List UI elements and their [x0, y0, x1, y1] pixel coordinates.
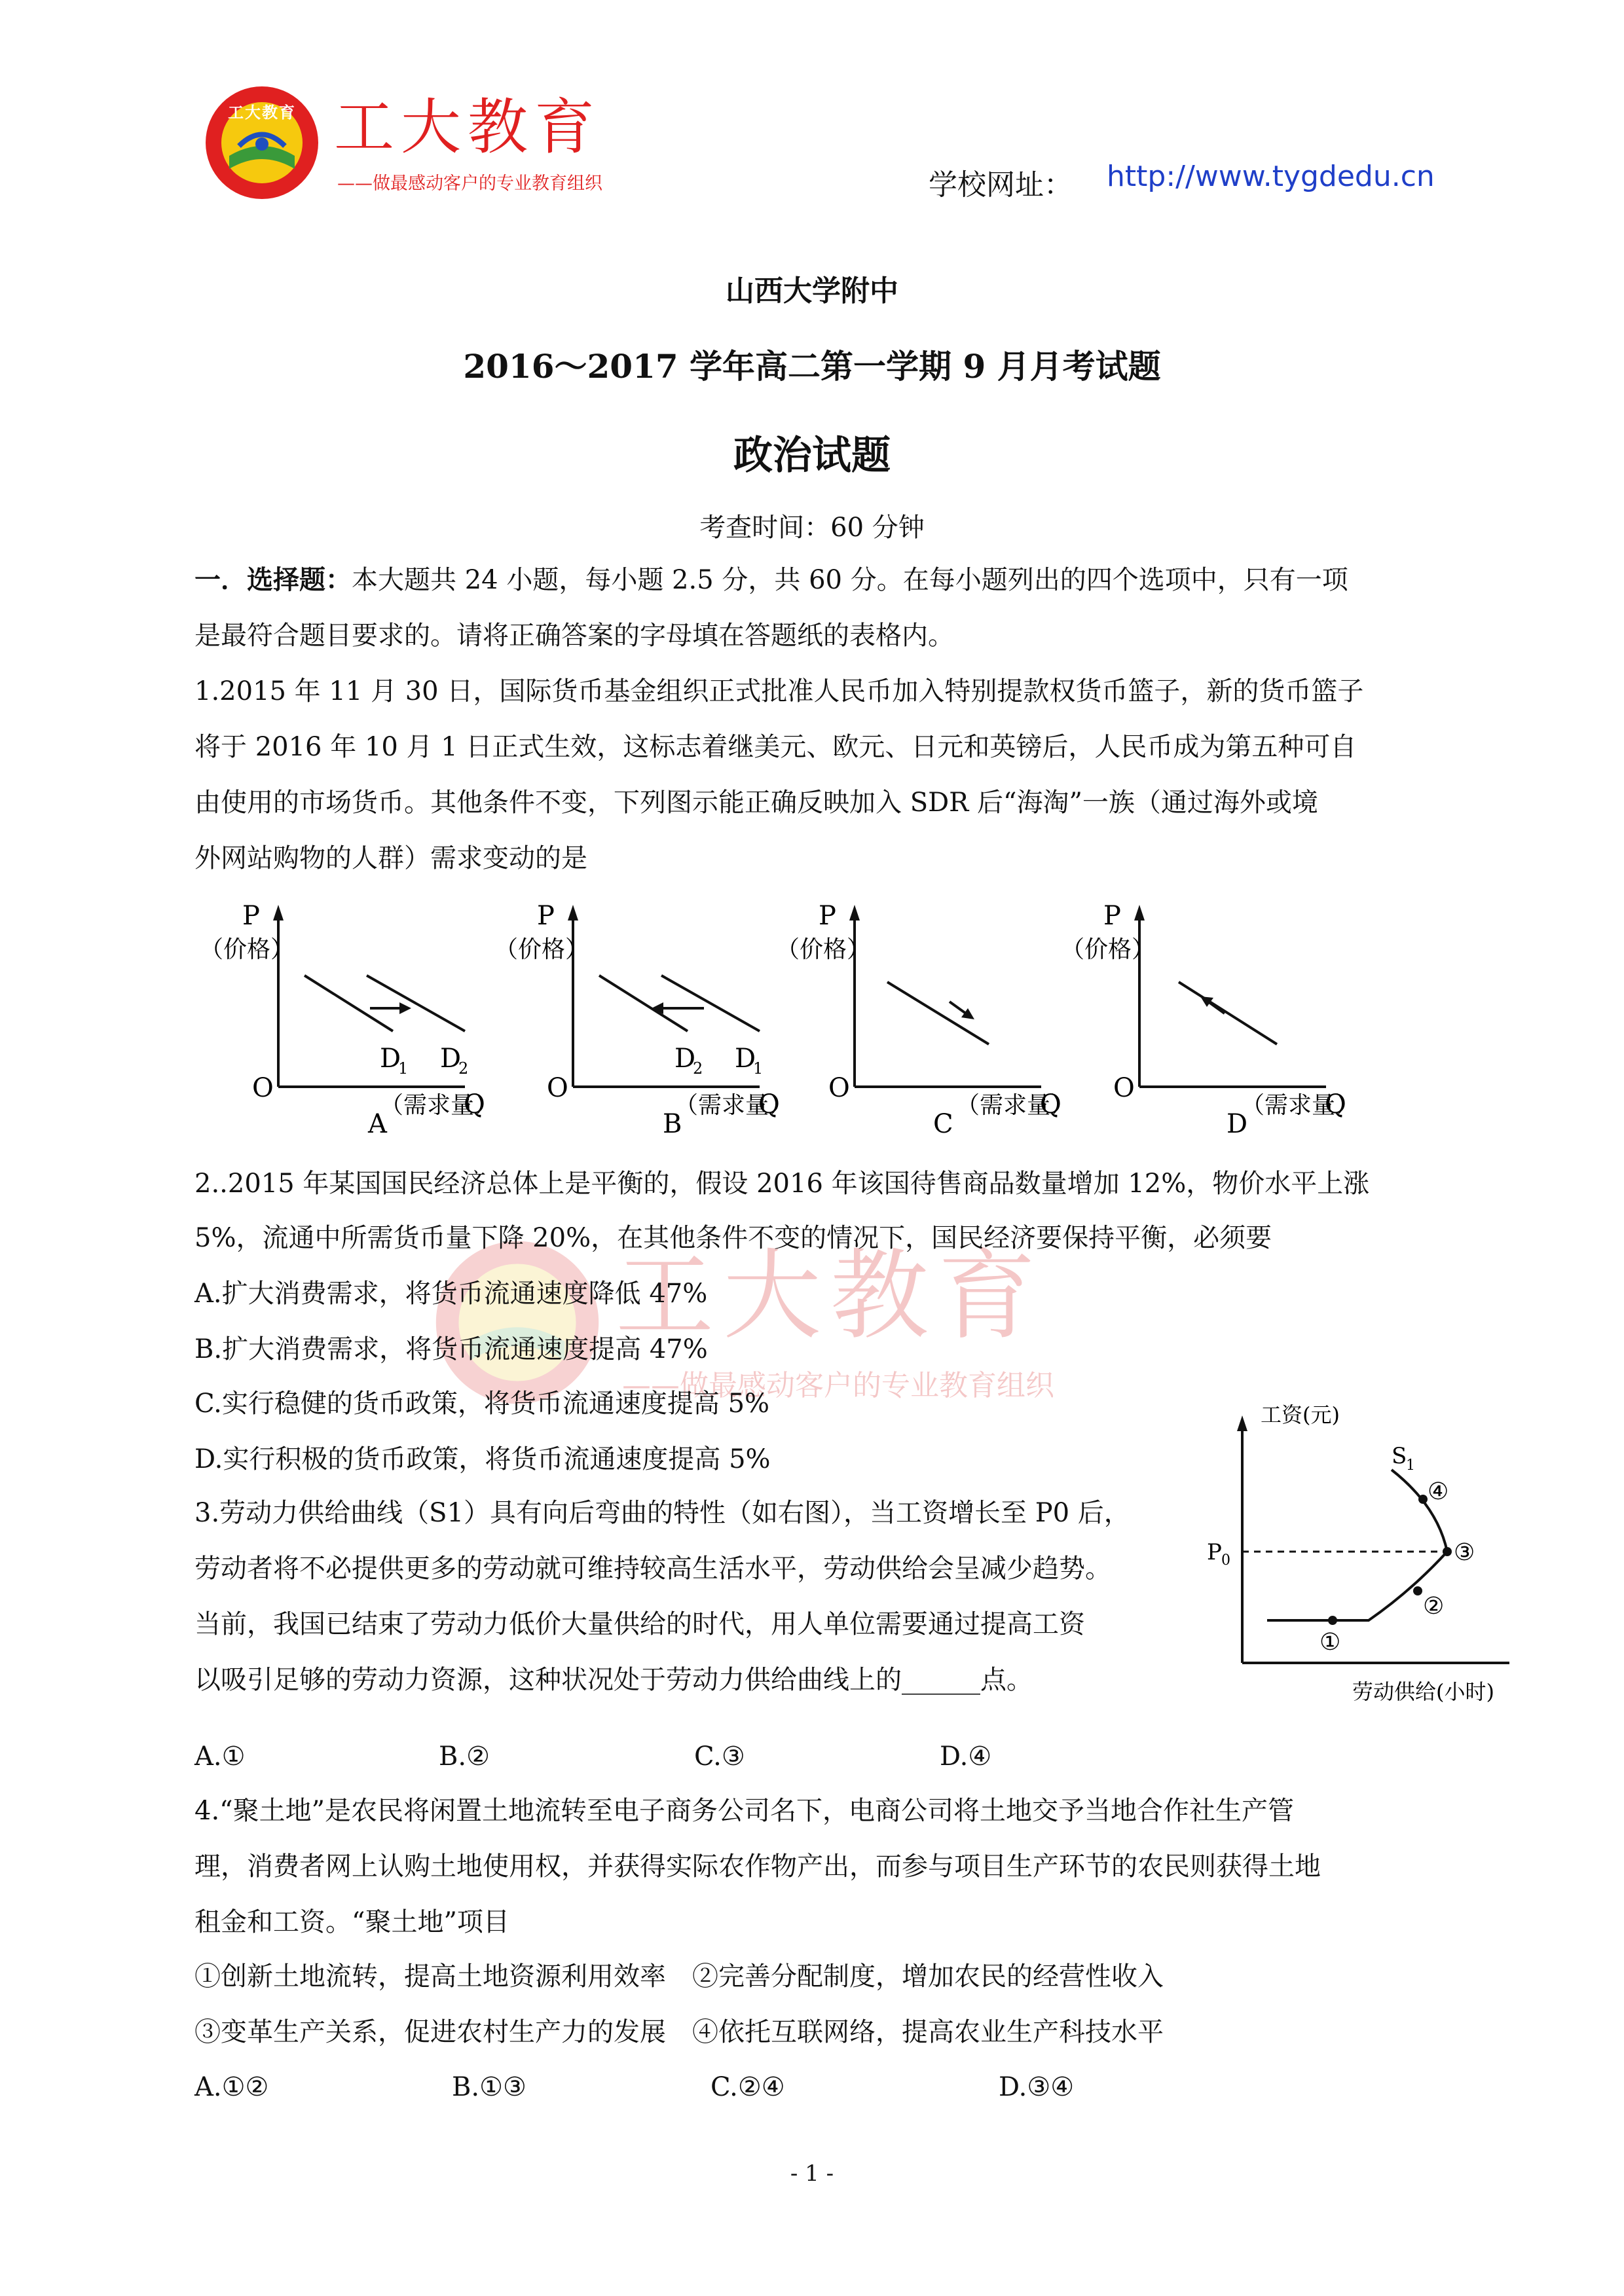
- q3-option-b: B.②: [439, 1741, 490, 1772]
- q4-line3: 租金和工资。“聚土地”项目: [194, 1907, 509, 1937]
- logo: [203, 84, 321, 202]
- q1-graph-b: [485, 890, 779, 1139]
- x-label: 劳动供给(小时): [1352, 1679, 1494, 1702]
- svg-text:O: O: [828, 1073, 850, 1103]
- svg-text:（价格）: （价格）: [494, 936, 589, 963]
- q4-line2: 理，消费者网上认购土地使用权，并获得实际农作物产出，而参与项目生产环节的农民则获得土地: [194, 1851, 1321, 1882]
- curve2-label: D: [440, 1044, 462, 1074]
- q4-line1: 4.“聚土地”是农民将闲置土地流转至电子商务公司名下，电商公司将土地交予当地合作社生产管: [194, 1796, 1295, 1826]
- watermark-slogan: ——做最感动客户的专业教育组织: [622, 1369, 1054, 1402]
- subject-title: 政治试题: [733, 433, 891, 479]
- q3-line4: 以吸引足够的劳动力资源，这种状况处于劳动力供给曲线上的______点。: [194, 1665, 1033, 1695]
- q4-option-c: C.②④: [710, 2072, 785, 2102]
- point-1: ①: [1320, 1629, 1341, 1656]
- p0-sub: 0: [1221, 1552, 1230, 1569]
- watermark-text: 工大教育: [616, 1239, 1046, 1353]
- q3-option-a: A.①: [194, 1741, 246, 1772]
- q4-option-b: B.①③: [452, 2072, 526, 2102]
- q3-option-c: C.③: [694, 1741, 745, 1772]
- y-sub: （价格）: [200, 936, 295, 963]
- svg-text:2: 2: [693, 1059, 703, 1078]
- svg-text:D: D: [674, 1044, 696, 1074]
- q2-option-b: B.扩大消费需求，将货币流通速度提高 47%: [194, 1334, 708, 1364]
- q1-line1: 1.2015 年 11 月 30 日，国际货币基金组织正式批准人民币加入特别提款权货币篮子，新的货币篮子: [194, 676, 1364, 706]
- y-label: 工资(元): [1261, 1402, 1340, 1427]
- q4-option-a: A.①②: [194, 2072, 269, 2102]
- svg-text:（需求量）: （需求量: [956, 1092, 1051, 1119]
- point-2: ②: [1423, 1593, 1445, 1620]
- curve1-label: D: [380, 1044, 401, 1074]
- section-intro-line2: 是最符合题目要求的。请将正确答案的字母填在答题纸的表格内。: [194, 621, 954, 651]
- site-url-link[interactable]: http://www.tygdedu.cn: [1107, 160, 1435, 193]
- svg-text:（价格）: （价格）: [776, 936, 871, 963]
- option-label: A: [368, 1109, 387, 1139]
- svg-text:P: P: [1103, 901, 1121, 931]
- section-heading: 一．选择题：: [194, 564, 352, 595]
- svg-text:D: D: [1227, 1109, 1248, 1139]
- svg-text:Q: Q: [1325, 1089, 1346, 1120]
- x-sub: （需求量: [380, 1092, 475, 1119]
- q1-line4: 外网站购物的人群）需求变动的是: [194, 843, 587, 873]
- svg-text:（需求量）: （需求量: [674, 1092, 769, 1119]
- school-name: 山西大学附中: [726, 274, 898, 308]
- q2-option-c: C.实行稳健的货币政策，将货币流通速度提高 5%: [194, 1389, 770, 1419]
- section-intro-line1: 一．选择题：本大题共 24 小题，每小题 2.5 分，共 60 分。在每小题列出的四个选项中，只有一项: [194, 564, 1348, 595]
- origin-label: O: [252, 1073, 274, 1103]
- q3-option-d: D.④: [940, 1741, 992, 1772]
- q4-statements-2: ③变革生产关系，促进农村生产力的发展 ④依托互联网络，提高农业生产科技水平: [194, 2017, 1164, 2047]
- svg-text:Q: Q: [758, 1089, 779, 1120]
- q4-statements-1: ①创新土地流转，提高土地资源利用效率 ②完善分配制度，增加农民的经营性收入: [194, 1961, 1164, 1992]
- q2-line1: 2..2015 年某国国民经济总体上是平衡的，假设 2016 年该国待售商品数量增加 12%，物价水平上涨: [194, 1169, 1370, 1199]
- point-3: ③: [1454, 1539, 1475, 1566]
- exam-time: 考查时间：60 分钟: [699, 513, 925, 543]
- svg-text:P: P: [819, 901, 836, 931]
- svg-text:Q: Q: [1040, 1089, 1061, 1120]
- logo-slogan: ——做最感动客户的专业教育组织: [337, 173, 602, 194]
- q2-line2: 5%，流通中所需货币量下降 20%，在其他条件不变的情况下，国民经济要保持平衡，必须要: [194, 1223, 1272, 1253]
- svg-text:（价格）: （价格）: [1061, 936, 1156, 963]
- curve1-sub: 1: [398, 1059, 409, 1078]
- logo-name: 工大教育: [334, 92, 602, 162]
- svg-text:1: 1: [753, 1059, 764, 1078]
- svg-text:D: D: [735, 1044, 756, 1074]
- q4-option-d: D.③④: [999, 2072, 1075, 2102]
- curve-label: S: [1392, 1443, 1407, 1469]
- q3-line3: 当前，我国已结束了劳动力低价大量供给的时代，用人单位需要通过提高工资: [194, 1609, 1085, 1639]
- q1-line2: 将于 2016 年 10 月 1 日正式生效，这标志着继美元、欧元、日元和英镑后，人民币成为第五种可自: [194, 732, 1357, 762]
- exam-title: 2016～2017 学年高二第一学期 9 月月考试题: [463, 347, 1161, 386]
- svg-text:P: P: [537, 901, 555, 931]
- q3-labor-supply-graph: [1202, 1401, 1529, 1702]
- logo-seal-text: 工大教育: [228, 103, 296, 122]
- watermark-seal-icon: [432, 1237, 602, 1408]
- site-label: 学校网址：: [929, 168, 1073, 202]
- point-4: ④: [1428, 1478, 1449, 1505]
- p0-label: P: [1207, 1539, 1222, 1565]
- curve-sub: 1: [1406, 1457, 1415, 1474]
- page-number: - 1 -: [790, 2160, 834, 2187]
- q1-line3: 由使用的市场货币。其他条件不变，下列图示能正确反映加入 SDR 后“海淘”一族（通过海外或境: [194, 788, 1318, 818]
- svg-text:C: C: [933, 1109, 953, 1139]
- q2-option-a: A.扩大消费需求，将货币流通速度降低 47%: [194, 1279, 708, 1309]
- q1-graph-d: [1051, 890, 1346, 1139]
- x-label: Q: [464, 1089, 485, 1120]
- svg-text:B: B: [663, 1109, 682, 1139]
- q1-graph-a: [190, 890, 485, 1139]
- svg-text:O: O: [547, 1073, 568, 1103]
- q3-line1: 3.劳动力供给曲线（S1）具有向后弯曲的特性（如右图），当工资增长至 P0 后，: [194, 1498, 1130, 1528]
- curve2-sub: 2: [458, 1059, 469, 1078]
- q3-line2: 劳动者将不必提供更多的劳动就可维持较高生活水平，劳动供给会呈减少趋势。: [194, 1554, 1111, 1584]
- q2-option-d: D.实行积极的货币政策，将货币流通速度提高 5%: [194, 1444, 771, 1474]
- svg-text:（需求量）: （需求量: [1241, 1092, 1336, 1119]
- q1-graph-c: [766, 890, 1061, 1139]
- y-label: P: [242, 901, 260, 931]
- svg-text:O: O: [1113, 1073, 1135, 1103]
